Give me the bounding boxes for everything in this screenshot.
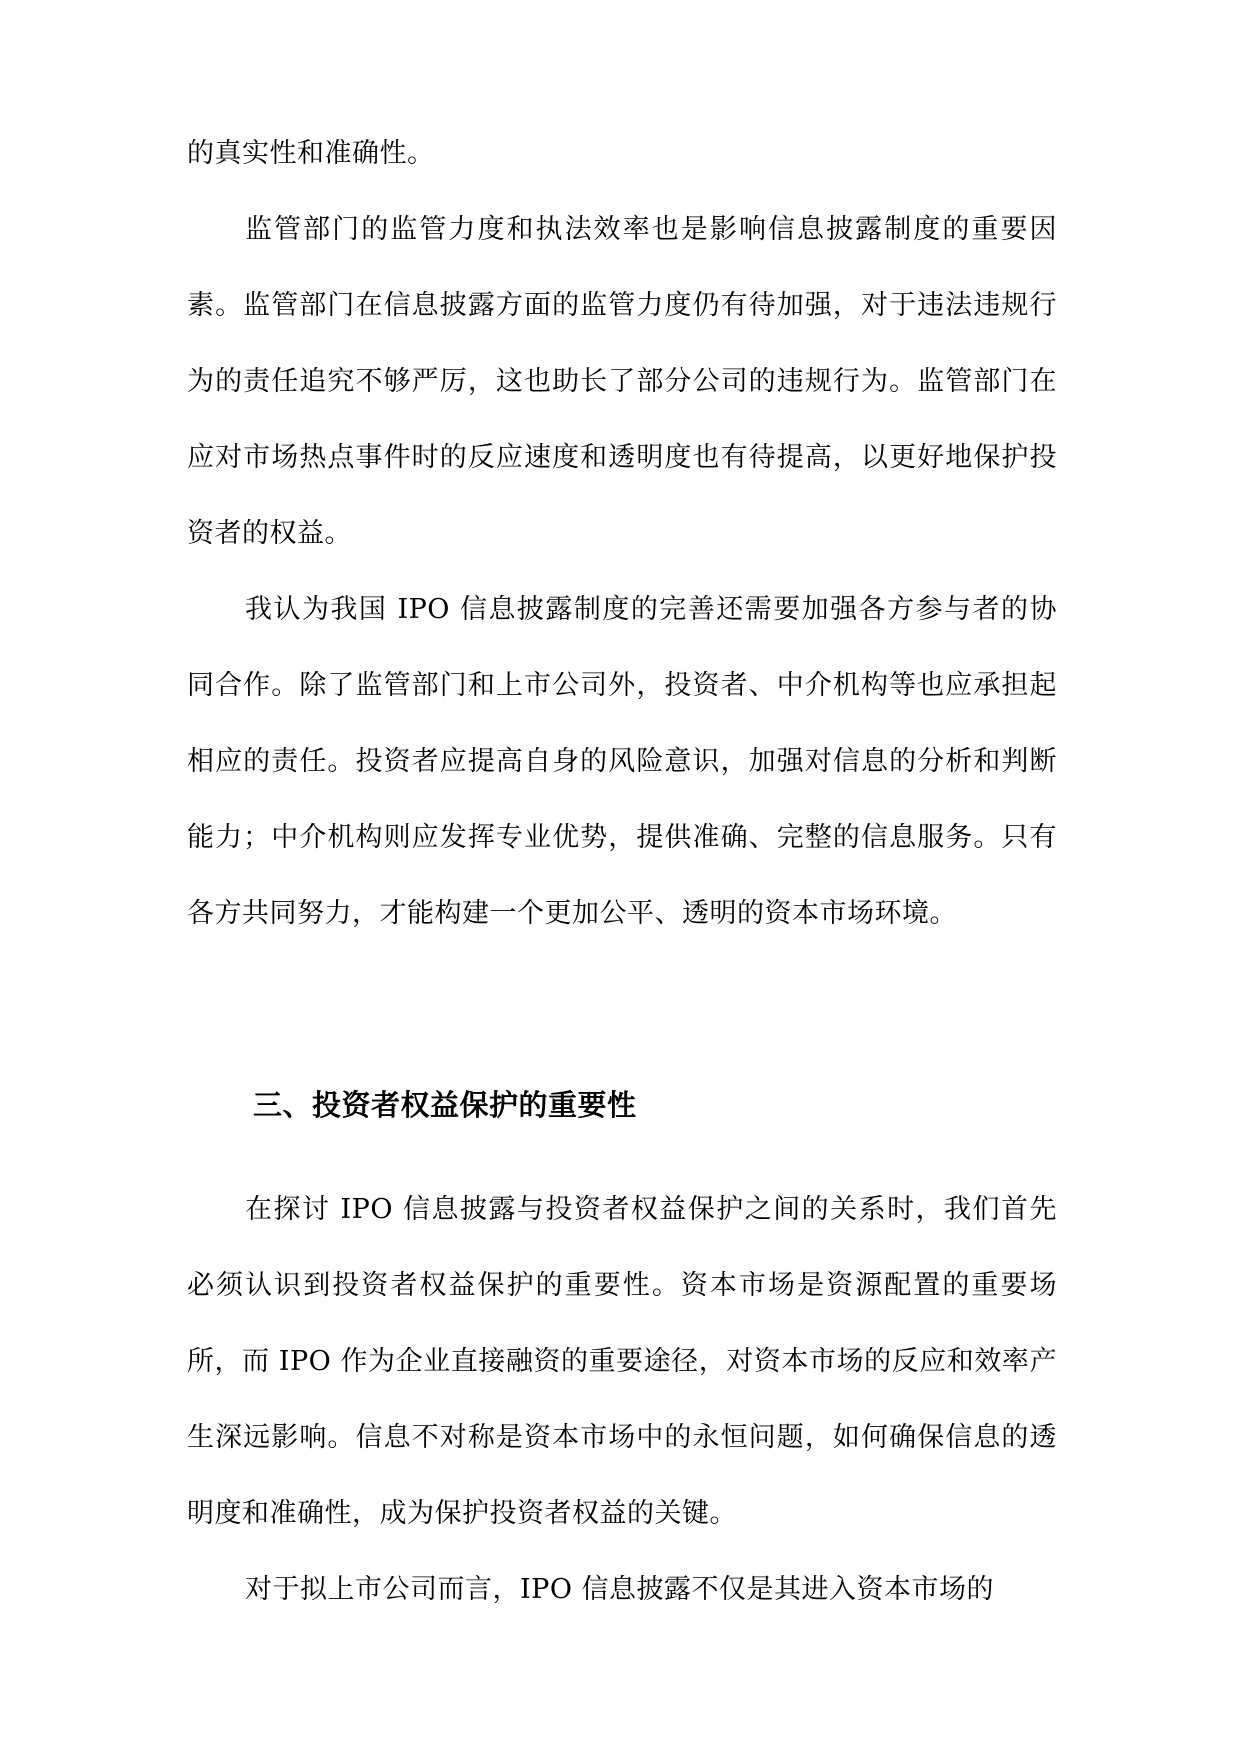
paragraph-investor-protection: 在探讨 IPO 信息披露与投资者权益保护之间的关系时，我们首先必须认识到投资者权益保护的重要性。资本市场是资源配置的重要场所，而 IPO 作为企业直接融资的重要途径，对资本市场的反应和效率产生深远影响。信息不对称是资本市场中的永恒问题，如何确保信息的透明度和准确性，成为保护投资者权益的关键。 [187,1194,1057,1529]
paragraph-regulatory-enforcement: 监管部门的监管力度和执法效率也是影响信息披露制度的重要因素。监管部门在信息披露方面的监管力度仍有待加强，对于违法违规行为的责任追究不够严厉，这也助长了部分公司的违规行为。监管部门在应对市场热点事件时的反应速度和透明度也有待提高，以更好地保护投资者的权益。 [187,214,1057,549]
section-heading: 三、投资者权益保护的重要性 [253,1088,637,1122]
paragraph-continuation: 的真实性和准确性。 [187,138,435,169]
section-body-bottom [187,1172,1057,1628]
paragraph-listing-companies: 对于拟上市公司而言，IPO 信息披露不仅是其进入资本市场的 [245,1574,995,1605]
section-body-top [187,116,1057,952]
paragraph-collaboration: 我认为我国 IPO 信息披露制度的完善还需要加强各方参与者的协同合作。除了监管部门和上市公司外，投资者、中介机构等也应承担起相应的责任。投资者应提高自身的风险意识，加强对信息的分析和判断能力；中介机构则应发挥专业优势，提供准确、完整的信息服务。只有各方共同努力，才能构建一个更加公平、透明的资本市场环境。 [187,594,1057,929]
